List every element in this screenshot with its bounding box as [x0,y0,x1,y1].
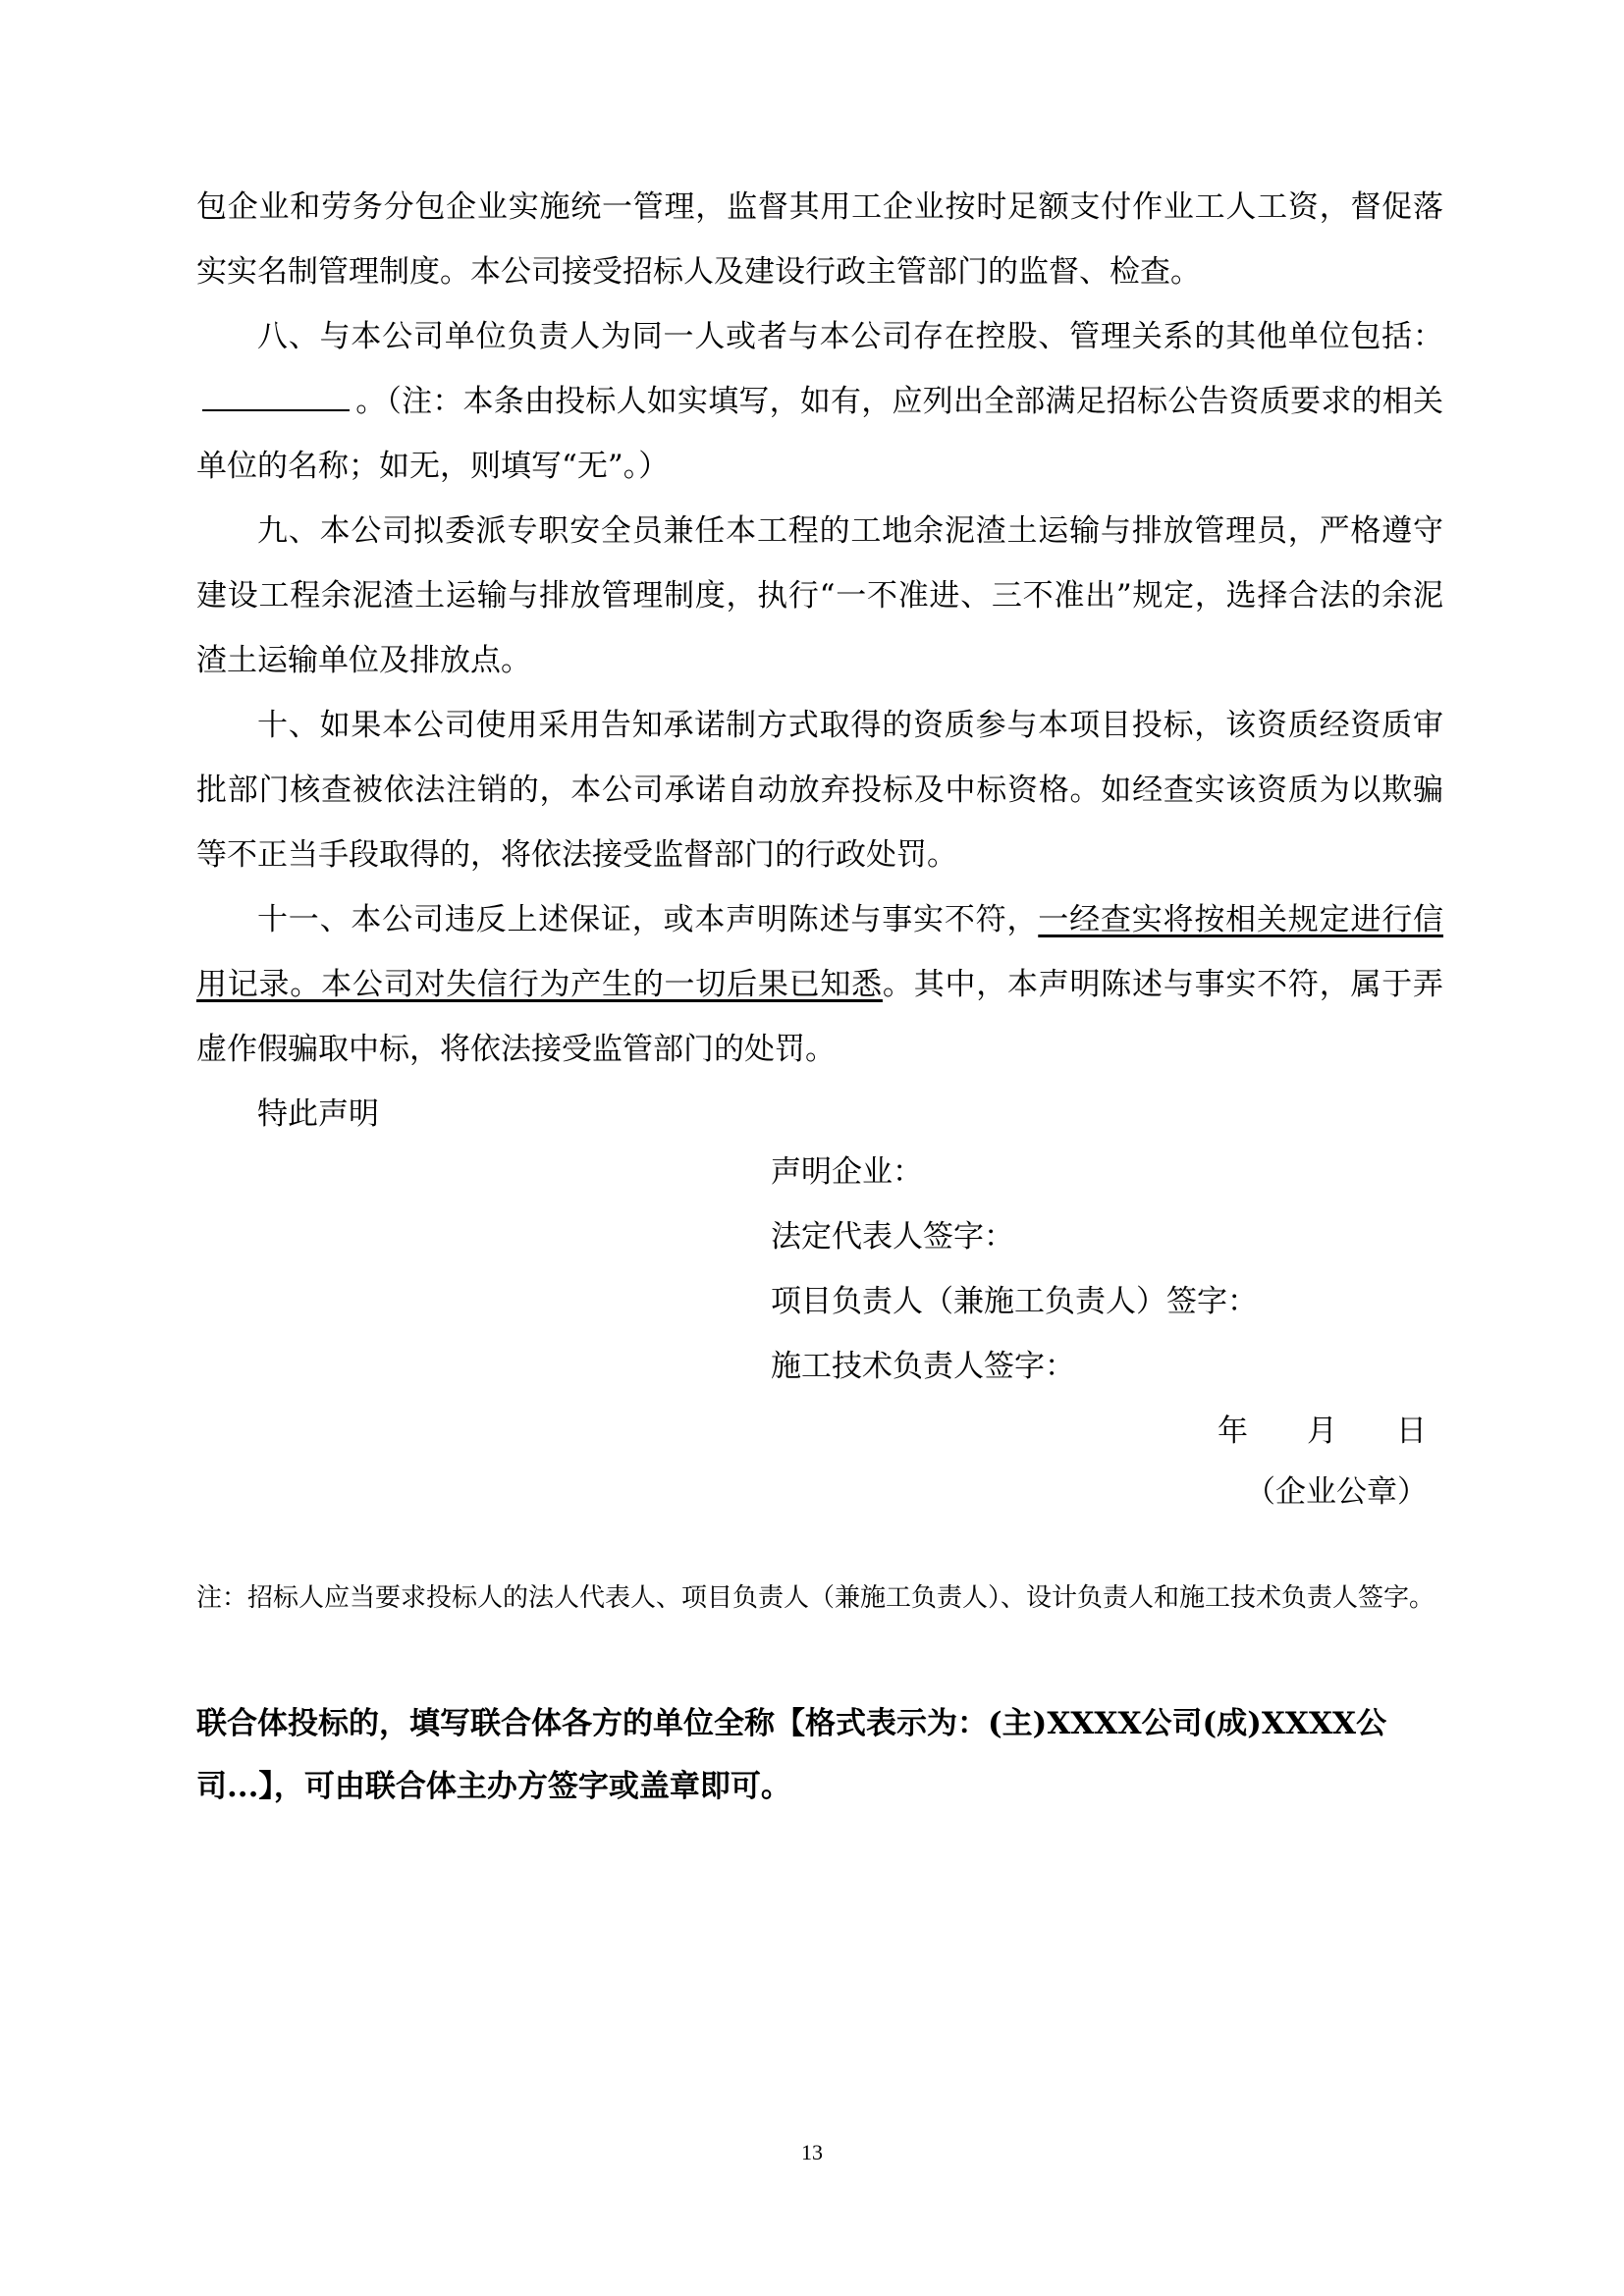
signature-project-lead: 项目负责人（兼施工负责人）签字： [771,1284,1258,1319]
date-day: 日 [1396,1414,1427,1449]
signing-note: 注：招标人应当要求投标人的法人代表人、项目负责人（兼施工负责人）、设计负责人和施工技术负责人签字。 [196,1583,1435,1613]
item-11-text-a: 十一、本公司违反上述保证，或本声明陈述与事实不符， [257,902,1039,937]
item-8-text-a: 八、与本公司单位负责人为同一人或者与本公司存在控股、管理关系的其他单位包括： [257,319,1443,354]
item-9-paragraph: 九、本公司拟委派专职安全员兼任本工程的工地余泥渣土运输与排放管理员，严格遵守建设工程余泥渣土运输与排放管理制度，执行“一不准进、三不准出”规定，选择合法的余泥渣土运输单位及排放点。 [196,513,1443,678]
item-11-underlined-text: 一经查实将按相关规定进行信用记录。本公司对失信行为产生的一切后果已知悉 [196,902,1444,1002]
item-8-text-b: 。（注：本条由投标人如实填写，如有，应列出全部满足招标公告资质要求的相关单位的名称；如无，则填写“无”。） [196,384,1443,484]
item-11-paragraph [196,887,1443,1082]
company-seal-label: （企业公章） [1245,1474,1428,1510]
item-10-paragraph: 十、如果本公司使用采用告知承诺制方式取得的资质参与本项目投标，该资质经资质审批部门核查被依法注销的，本公司承诺自动放弃投标及中标资格。如经查实该资质为以欺骗等不正当手段取得的，将依法接受监督部门的行政处罚。 [196,708,1443,873]
closing-statement: 特此声明 [257,1096,379,1132]
signature-company: 声明企业： [771,1154,923,1190]
consortium-note: 联合体投标的，填写联合体各方的单位全称【格式表示为：(主)XXXX公司(成)XXXX公司...】，可由联合体主办方签字或盖章即可。 [196,1706,1387,1804]
date-month: 月 [1307,1414,1337,1449]
item-11-text-b: 。其中，本声明陈述与事实不符，属于弄虚作假骗取中标，将依法接受监管部门的处罚。 [196,967,1443,1067]
item-8-paragraph [196,304,1443,499]
signature-tech-lead: 施工技术负责人签字： [771,1349,1075,1384]
date-year: 年 [1218,1414,1248,1449]
blank-fill-line[interactable] [202,380,350,411]
signature-legal-rep: 法定代表人签字： [771,1219,1014,1255]
intro-paragraph: 包企业和劳务分包企业实施统一管理，监督其用工企业按时足额支付作业工人工资，督促落实实名制管理制度。本公司接受招标人及建设行政主管部门的监督、检查。 [196,189,1443,290]
page-number: 13 [801,2140,823,2164]
date-line [1218,1412,1427,1451]
